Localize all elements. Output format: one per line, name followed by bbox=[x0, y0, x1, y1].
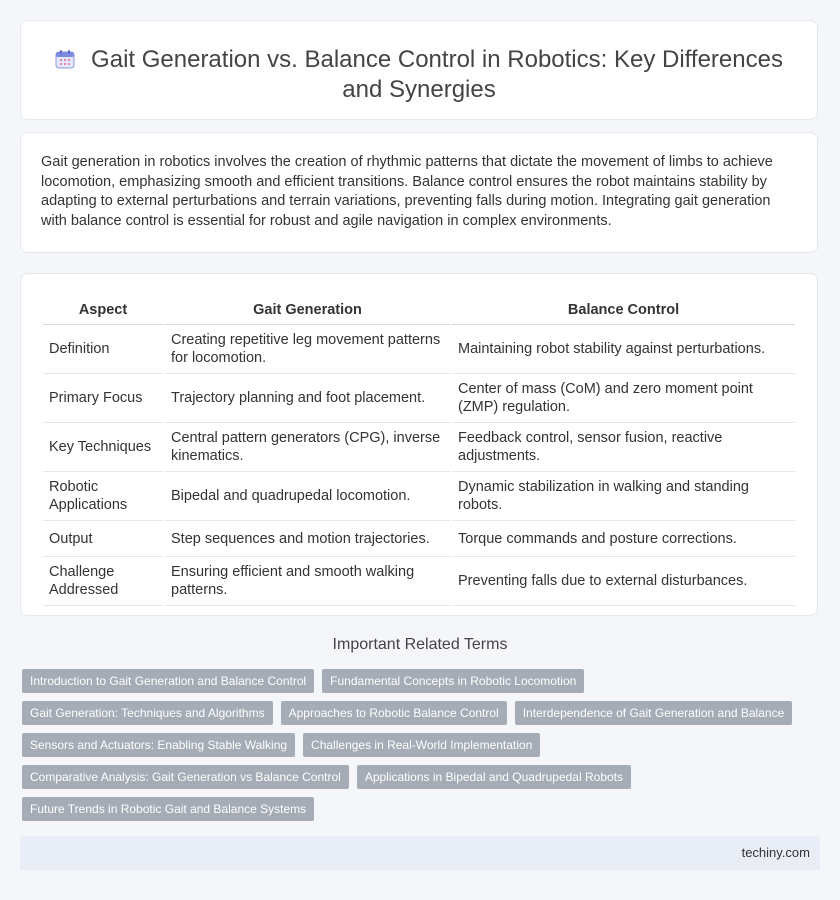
page-title bbox=[21, 45, 817, 105]
cell-balance: Torque commands and posture corrections. bbox=[452, 521, 795, 557]
table-header-row bbox=[43, 294, 795, 325]
cell-balance: Feedback control, sensor fusion, reactive adjustments. bbox=[452, 423, 795, 472]
table-row bbox=[43, 325, 795, 374]
table-row bbox=[43, 374, 795, 423]
intro-card bbox=[20, 132, 818, 253]
related-terms-list bbox=[22, 669, 818, 821]
cell-gait: Trajectory planning and foot placement. bbox=[165, 374, 450, 423]
calendar-icon bbox=[55, 49, 75, 69]
cell-aspect: Primary Focus bbox=[43, 374, 163, 423]
header-gait-generation: Gait Generation bbox=[165, 294, 450, 325]
title-card bbox=[20, 20, 818, 120]
cell-balance: Center of mass (CoM) and zero moment point (ZMP) regulation. bbox=[452, 374, 795, 423]
page-title-text: Gait Generation vs. Balance Control in Robotics: Key Differences and Synergies bbox=[91, 46, 783, 103]
table-row bbox=[43, 521, 795, 557]
cell-aspect: Challenge Addressed bbox=[43, 557, 163, 606]
table-row bbox=[43, 472, 795, 521]
header-balance-control: Balance Control bbox=[452, 294, 795, 325]
cell-balance: Preventing falls due to external disturbances. bbox=[452, 557, 795, 606]
footer bbox=[20, 836, 820, 870]
footer-site-link[interactable]: techiny.com bbox=[741, 845, 810, 860]
cell-gait: Creating repetitive leg movement patterns for locomotion. bbox=[165, 325, 450, 374]
cell-gait: Bipedal and quadrupedal locomotion. bbox=[165, 472, 450, 521]
table-row bbox=[43, 423, 795, 472]
related-terms-title: Important Related Terms bbox=[332, 636, 508, 653]
related-term-tag[interactable]: Challenges in Real-World Implementation bbox=[303, 733, 540, 757]
cell-aspect: Output bbox=[43, 521, 163, 557]
related-term-tag[interactable]: Fundamental Concepts in Robotic Locomotion bbox=[322, 669, 584, 693]
cell-aspect: Key Techniques bbox=[43, 423, 163, 472]
related-term-tag[interactable]: Interdependence of Gait Generation and Balance bbox=[515, 701, 793, 725]
comparison-table bbox=[41, 294, 797, 606]
comparison-card bbox=[20, 273, 818, 616]
cell-balance: Maintaining robot stability against perturbations. bbox=[452, 325, 795, 374]
cell-gait: Step sequences and motion trajectories. bbox=[165, 521, 450, 557]
related-term-tag[interactable]: Applications in Bipedal and Quadrupedal Robots bbox=[357, 765, 631, 789]
related-term-tag[interactable]: Approaches to Robotic Balance Control bbox=[281, 701, 507, 725]
cell-balance: Dynamic stabilization in walking and standing robots. bbox=[452, 472, 795, 521]
table-row bbox=[43, 557, 795, 606]
intro-paragraph: Gait generation in robotics involves the creation of rhythmic patterns that dictate the movement of limbs to achieve locomotion, emphasizing smooth and efficient transitions. Balance control ensures the robot maintains stability by adapting to external perturbations and terrain variations, preventing falls during motion. Integrating gait generation with balance control is essential for robust and agile navigation in complex environments. bbox=[41, 154, 773, 229]
cell-aspect: Robotic Applications bbox=[43, 472, 163, 521]
related-term-tag[interactable]: Sensors and Actuators: Enabling Stable Walking bbox=[22, 733, 295, 757]
header-aspect: Aspect bbox=[43, 294, 163, 325]
related-term-tag[interactable]: Introduction to Gait Generation and Balance Control bbox=[22, 669, 314, 693]
cell-gait: Central pattern generators (CPG), inverse kinematics. bbox=[165, 423, 450, 472]
cell-gait: Ensuring efficient and smooth walking patterns. bbox=[165, 557, 450, 606]
related-term-tag[interactable]: Comparative Analysis: Gait Generation vs Balance Control bbox=[22, 765, 349, 789]
cell-aspect: Definition bbox=[43, 325, 163, 374]
related-term-tag[interactable]: Future Trends in Robotic Gait and Balance Systems bbox=[22, 797, 314, 821]
related-term-tag[interactable]: Gait Generation: Techniques and Algorithms bbox=[22, 701, 273, 725]
